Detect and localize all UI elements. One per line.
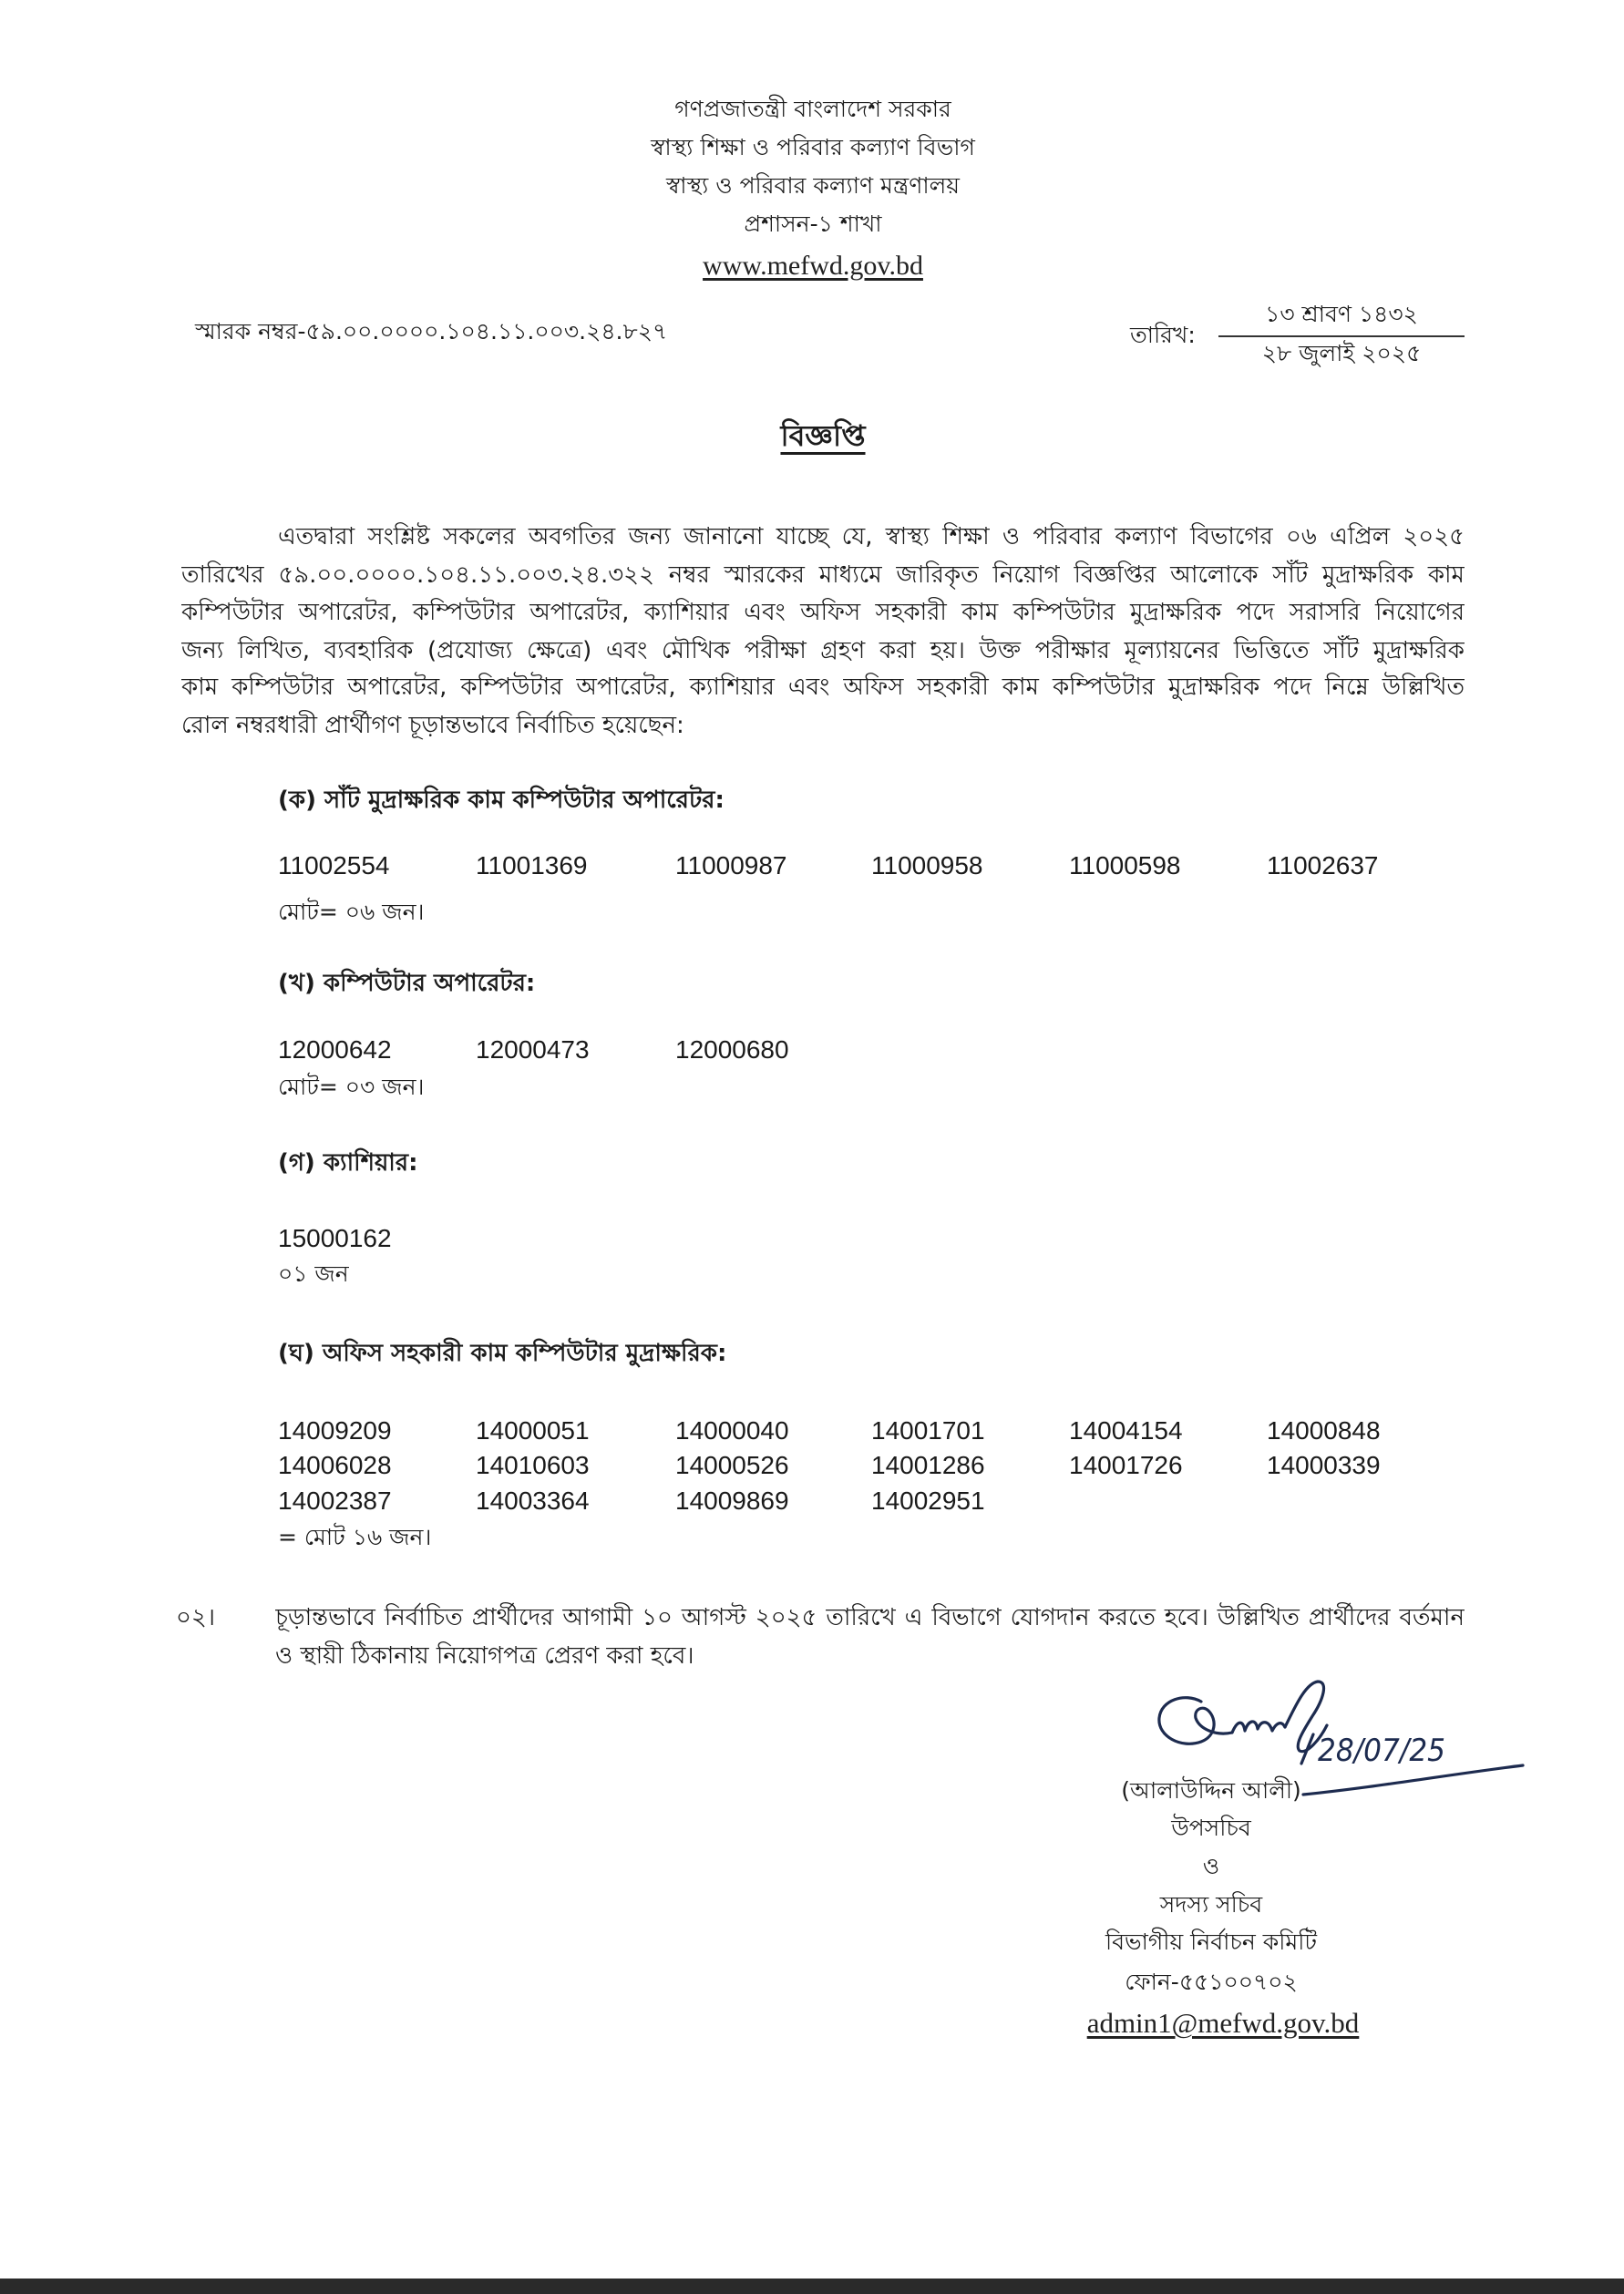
roll-number: 12000680 [675, 1035, 789, 1064]
section-heading-ka: (ক) সাঁট মুদ্রাক্ষরিক কাম কম্পিউটার অপারেটর: [278, 787, 725, 814]
roll-number: 11000987 [675, 851, 787, 880]
body-line: কম্পিউটার অপারেটর, কম্পিউটার অপারেটর, ক্যাশিয়ার এবং অফিস সহকারী কাম কম্পিউটার মুদ্রাক্ষরিক পদে সরাসরি নিয়োগের [181, 599, 1465, 626]
roll-number: 14002951 [871, 1486, 985, 1515]
roll-number: 15000162 [278, 1224, 392, 1252]
date-gregorian: ২৮ জুলাই ২০২৫ [1261, 340, 1422, 366]
signature-stroke [1159, 1698, 1232, 1744]
signatory-phone: ফোন-৫৫১০০৭০২ [1125, 1969, 1298, 1995]
item-line: চূড়ান্তভাবে নির্বাচিত প্রার্থীদের আগামী ১০ আগস্ট ২০২৫ তারিখে এ বিভাগে যোগদান করতে হবে। উল্লিখিত প্রার্থীদের বর্তমান [275, 1604, 1465, 1631]
roll-number: 14009869 [675, 1486, 789, 1515]
roll-number: 14001701 [871, 1416, 985, 1445]
roll-number: 14000526 [675, 1451, 789, 1479]
roll-number: 12000473 [476, 1035, 590, 1064]
memo-number: স্মারক নম্বর-৫৯.০০.০০০০.১০৪.১১.০০৩.২৪.৮২৭ [195, 318, 668, 345]
section-heading-ga: (গ) ক্যাশিয়ার: [278, 1149, 418, 1177]
roll-number: 14000051 [476, 1416, 590, 1445]
roll-number: 14002387 [278, 1486, 392, 1515]
scan-edge [0, 2279, 1624, 2294]
signatory-role: সদস্য সচিব [1159, 1891, 1263, 1918]
section-heading-gha: (ঘ) অফিস সহকারী কাম কম্পিউটার মুদ্রাক্ষরিক: [278, 1340, 727, 1367]
division-name: স্বাস্থ্য শিক্ষা ও পরিবার কল্যাণ বিভাগ [651, 134, 975, 160]
body-line: এতদ্বারা সংশ্লিষ্ট সকলের অবগতির জন্য জানানো যাচ্ছে যে, স্বাস্থ্য শিক্ষা ও পরিবার কল্যাণ বিভাগের ০৬ এপ্রিল ২০২৫ [278, 523, 1465, 550]
signatory-committee: বিভাগীয় নির্বাচন কমিটি [1105, 1929, 1318, 1955]
date-label: তারিখ: [1130, 322, 1196, 348]
roll-number: 14000848 [1267, 1416, 1381, 1445]
notice-title: বিজ্ঞপ্তি [780, 418, 866, 453]
body-line: রোল নম্বরধারী প্রার্থীগণ চূড়ান্তভাবে নির্বাচিত হয়েছেন: [181, 712, 684, 739]
section-heading-kha: (খ) কম্পিউটার অপারেটর: [278, 970, 536, 997]
roll-number: 14001286 [871, 1451, 985, 1479]
body-line: কাম কম্পিউটার অপারেটর, কম্পিউটার অপারেটর, ক্যাশিয়ার এবং অফিস সহকারী কাম কম্পিউটার মুদ্রাক্ষরিক পদে নিম্নে উল্লিখিত [181, 674, 1465, 701]
signature-stroke [1232, 1722, 1285, 1733]
section-total: মোট= ০৬ জন। [278, 899, 425, 925]
signature-date: 28/07/25 [1318, 1733, 1445, 1769]
roll-number: 12000642 [278, 1035, 392, 1064]
signatory-email: admin1@mefwd.gov.bd [1086, 2007, 1360, 2039]
government-name: গণপ্রজাতন্ত্রী বাংলাদেশ সরকার [674, 96, 951, 122]
roll-number: 11002554 [278, 851, 390, 880]
roll-number: 11002637 [1267, 851, 1379, 880]
roll-number: 14000040 [675, 1416, 789, 1445]
roll-number: 14001726 [1069, 1451, 1183, 1479]
item-number: ০২। [176, 1604, 216, 1631]
date-bangla: ১৩ শ্রাবণ ১৪৩২ [1265, 301, 1418, 327]
roll-number: 11000598 [1069, 851, 1181, 880]
signatory-designation: উপসচিব [1171, 1815, 1251, 1841]
ministry-name: স্বাস্থ্য ও পরিবার কল্যাণ মন্ত্রণালয় [666, 172, 960, 199]
roll-number: 14006028 [278, 1451, 392, 1479]
roll-number: 11001369 [476, 851, 588, 880]
signatory-name: (আলাউদ্দিন আলী) [1121, 1777, 1301, 1804]
signatory-conjunction: ও [1202, 1853, 1220, 1879]
roll-number: 14000339 [1267, 1451, 1381, 1479]
section-total: = মোট ১৬ জন। [278, 1524, 432, 1550]
roll-number: 14010603 [476, 1451, 590, 1479]
branch-name: প্রশাসন-১ শাখা [744, 211, 882, 237]
website-link: www.mefwd.gov.bd [703, 251, 923, 281]
item-line: ও স্থায়ী ঠিকানায় নিয়োগপত্র প্রেরণ করা হবে। [275, 1642, 694, 1670]
roll-number: 14009209 [278, 1416, 392, 1445]
roll-number: 14003364 [476, 1486, 590, 1515]
body-line: জন্য লিখিত, ব্যবহারিক (প্রযোজ্য ক্ষেত্রে) এবং মৌখিক পরীক্ষা গ্রহণ করা হয়। উক্ত পরীক্ষার মূল্যায়নের ভিত্তিতে সাঁট মুদ্রাক্ষরিক [181, 637, 1465, 664]
signature-stroke [1301, 1734, 1313, 1764]
section-total: মোট= ০৩ জন। [278, 1074, 425, 1100]
roll-number: 11000958 [871, 851, 983, 880]
roll-number: 14004154 [1069, 1416, 1183, 1445]
body-line: তারিখের ৫৯.০০.০০০০.১০৪.১১.০০৩.২৪.৩২২ নম্বর স্মারকের মাধ্যমে জারিকৃত নিয়োগ বিজ্ঞপ্তির আলোকে সাঁট মুদ্রাক্ষরিক কাম [181, 561, 1465, 589]
section-total: ০১ জন [278, 1260, 349, 1287]
